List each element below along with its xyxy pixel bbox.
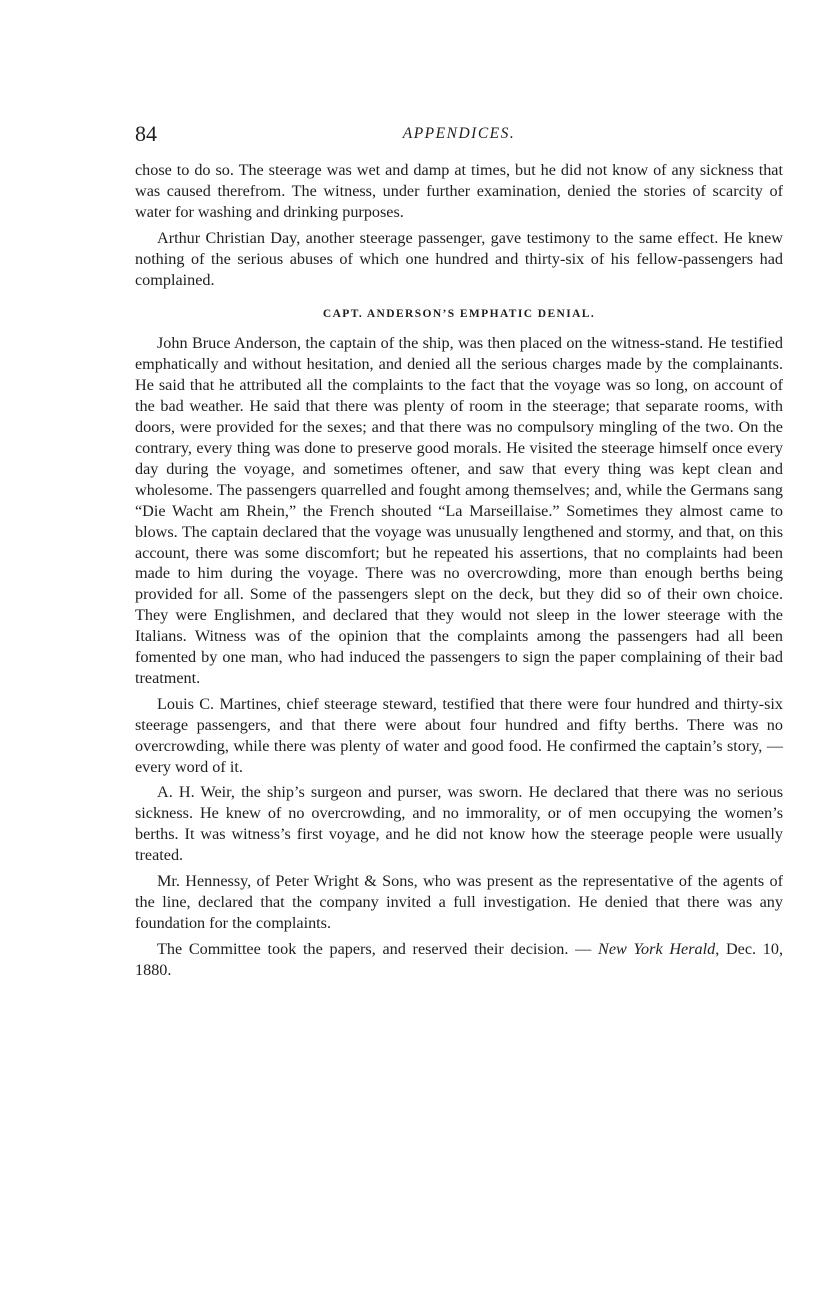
page-number: 84 bbox=[135, 121, 157, 146]
running-head: APPENDICES. bbox=[402, 125, 516, 142]
hennessy-testimony-paragraph: Mr. Hennessy, of Peter Wright & Sons, who was present as the representative of the agents of the line, declared that the company invited a full investigation. He denied that there was any foundation for the complaints. bbox=[135, 872, 783, 932]
closing-text: The Committee took the papers, and reserved their decision. — bbox=[157, 939, 599, 958]
main-text bbox=[135, 160, 783, 986]
continued-paragraph: chose to do so. The steerage was wet and damp at times, but he did not know of any sickness that was caused therefrom. The witness, under further examination, denied the stories of scarcity of water for washing and drinking purposes. bbox=[135, 161, 783, 221]
page-header bbox=[135, 121, 783, 147]
day-testimony-paragraph: Arthur Christian Day, another steerage passenger, gave testimony to the same effect. He knew nothing of the serious abuses of which one hundred and thirty-six of his fellow-passengers had complained. bbox=[135, 228, 783, 289]
closing-paragraph bbox=[135, 939, 783, 981]
weir-testimony-paragraph: A. H. Weir, the ship’s surgeon and purser, was sworn. He declared that there was no serious sickness. He knew of no overcrowding, and no immorality, or of men occupying the women’s berths. It was witness’s first voyage, and he did not know how the steerage people were usually treated. bbox=[135, 783, 783, 865]
anderson-testimony-paragraph: John Bruce Anderson, the captain of the ship, was then placed on the witness-stand. He testified emphatically and without hesitation, and denied all the serious charges made by the complainants. He said that he attributed all the complaints to the fact that the voyage was so long, on account of the bad weather. He said that there was plenty of room in the steerage; that separate rooms, with doors, were provided for the sexes; and that there was no compulsory mingling of the two. On the contrary, every thing was done to preserve good morals. He visited the steerage himself once every day during the voyage, and sometimes oftener, and saw that every thing was kept clean and wholesome. The passengers quarrelled and fought among themselves; and, while the Germans sang “Die Wacht am Rhein,” the French shouted “La Marseillaise.” Sometimes they almost came to blows. The captain declared that the voyage was unusually lengthened and stormy, and that, on this account, there was some discomfort; but he repeated his assertions, that no complaints had been made to him during the voyage. There was no overcrowding, more than enough berths being provided for all. Some of the passengers slept on the deck, but they did so of their own choice. They were Englishmen, and declared that they would not sleep in the lower steerage with the Italians. Witness was of the opinion that the complaints among the passengers had all been fomented by one man, who had induced the passengers to sign the paper complaining of their bad treatment. bbox=[135, 334, 783, 687]
section-heading: CAPT. ANDERSON’S EMPHATIC DENIAL. bbox=[322, 308, 596, 321]
newspaper-source: New York Herald bbox=[598, 939, 716, 958]
publication-date: , Dec. 10, 1880. bbox=[135, 939, 784, 979]
martines-testimony-paragraph: Louis C. Martines, chief steerage steward, testified that there were four hundred and thirty-six steerage passengers, and that there were about four hundred and fifty berths. There was no overcrowding, while there was plenty of water and good food. He confirmed the captain’s story, — every word of it. bbox=[135, 694, 783, 776]
